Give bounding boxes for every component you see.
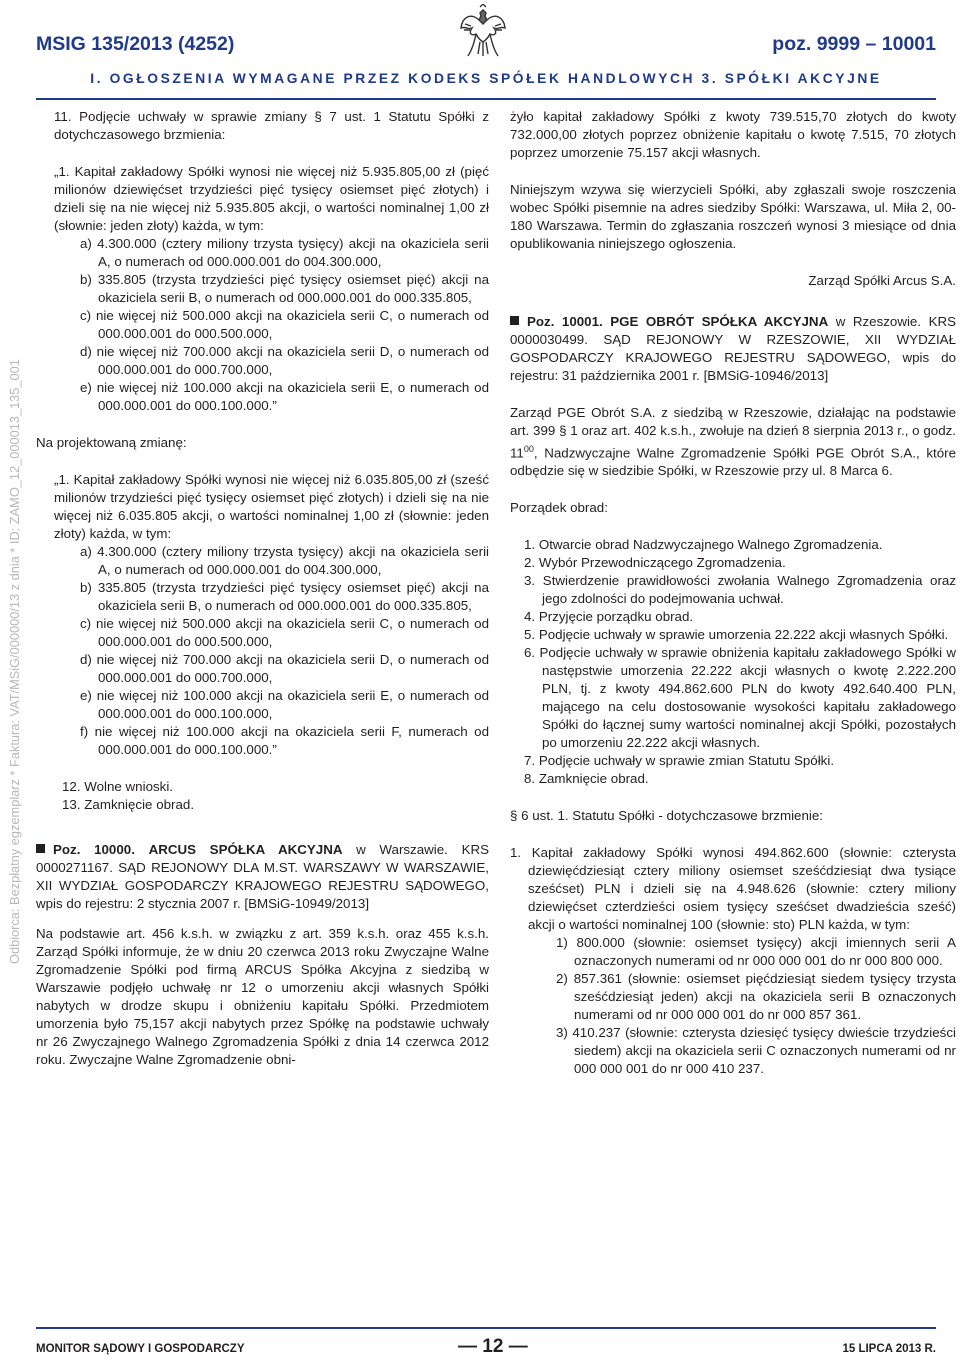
agenda-item: 2. Wybór Przewodniczącego Zgromadzenia.: [524, 555, 786, 571]
agenda-item: 8. Zamknięcie obrad.: [524, 771, 649, 787]
meeting-convocation: Zarząd PGE Obrót S.A. z siedzibą w Rzeszowie, działając na podstawie art. 399 § 1 oraz art. 402 k.s.h., zwołuje na dzień 8 sierpnia 2013 r., o godz. $11^{00}$, Nadzwyczajne Walne Zgromadzenie Spółki PGE Obrót S.A., które odbędzie się w siedzibie Spółki, w Rzeszowie przy ul. 8 Marca 6.: [510, 405, 956, 479]
notice-heading-10000: Poz. 10000. ARCUS SPÓŁKA AKCYJNA w Warszawie. KRS 0000271167. SĄD REJONOWY DLA M.ST. WARSZAWY W WARSZAWIE, XII WYDZIAŁ GOSPODARCZY KRAJOWEGO REJESTRU SĄDOWEGO, wpis do rejestru: 2 stycznia 2007 r. [BMSiG-10949/2013]: [36, 842, 489, 911]
agenda-item-11: 11. Podjęcie uchwały w sprawie zmiany § 7 ust. 1 Statutu Spółki z dotychczasowego brzmienia:: [54, 109, 489, 142]
statute-share-list: [510, 934, 956, 1078]
agenda-item-13: 13. Zamknięcie obrad.: [62, 797, 195, 812]
square-bullet-icon: [36, 844, 45, 853]
list-item: e) nie więcej niż 100.000 akcji na okaziciela serii E, o numerach od 000.000.001 do 000.100.000.”: [80, 380, 489, 413]
position-range: poz. 9999 – 10001: [772, 33, 936, 55]
list-item: c) nie więcej niż 500.000 akcji na okaziciela serii C, o numerach od 000.000.001 do 000.500.000,: [80, 616, 489, 649]
agenda-title: Porządek obrad:: [510, 500, 608, 516]
agenda-item: 3. Stwierdzenie prawidłowości zwołania Walnego Zgromadzenia oraz jego zdolności do podejmowania uchwał.: [524, 573, 956, 607]
notice-body-10000: Na podstawie art. 456 k.s.h. w związku z art. 359 k.s.h. oraz 455 k.s.h. Zarząd Spółki informuje, że w dniu 20 czerwca 2013 roku Zwyczajne Walne Zgromadzenie Spółki pod firmą ARCUS Spółka Akcyjna z siedzibą w Warszawie podjęło uchwałę nr 12 o umorzeniu akcji własnych Spółki nabytych w drodze skupu i obniżeniu kapitału Spółki. Przedmiotem umorzenia było 75,157 akcji nabytych przez Spółkę na podstawie uchwały nr 26 Zwyczajnego Walnego Zgromadzenia Spółki z dnia 14 czerwca 2012 roku. Zwyczajne Walne Zgromadzenie obni-: [36, 926, 489, 1067]
new-capital-list: [36, 543, 489, 759]
polish-eagle-emblem-icon: [458, 4, 508, 60]
list-item: 2) 857.361 (słownie: osiemset pięćdziesiąt siedem tysięcy trzysta sześćdziesiąt jeden) akcji na okaziciela serii B oznaczonych numerami od nr 000 000 001 do nr 000 857 361.: [556, 971, 956, 1023]
creditors-call: Niniejszym wzywa się wierzycieli Spółki, aby zgłaszali swoje roszczenia wobec Spółki pisemnie na adres siedziby Spółki: Warszawa, ul. Miła 2, 00-180 Warszawa. Termin do zgłaszania roszczeń wynosi 3 miesiące od dnia opublikowania niniejszego ogłoszenia.: [510, 182, 956, 251]
agenda-list: [510, 536, 956, 788]
section-subtitle: I. OGŁOSZENIA WYMAGANE PRZEZ KODEKS SPÓŁEK HANDLOWYCH 3. SPÓŁKI AKCYJNE: [90, 71, 882, 86]
statute-paragraph: 1. Kapitał zakładowy Spółki wynosi 494.862.600 (słownie: czterysta dziewięćdziesiąt cztery miliony osiemset sześćdziesiąt dwa tysiące sześćset) PLN i dzieli się na 4.948.626 (słownie: cztery miliony dziewięćset czterdzieści osiem tysięcy sześćset dwadzieścia sześć) akcji o wartości nominalnej 100 (słownie: sto) PLN każda, w tym:: [510, 845, 956, 933]
right-column: [510, 108, 956, 1078]
list-item: b) 335.805 (trzysta trzydzieści pięć tysięcy osiemset pięć) akcji na okaziciela serii B, o numerach od 000.000.001 do 000.335.805,: [80, 272, 489, 305]
old-capital-list: [36, 235, 489, 415]
list-item: a) 4.300.000 (cztery miliony trzysta tysięcy) akcji na okaziciela serii A, o numerach od 000.000.001 do 004.300.000,: [80, 544, 489, 577]
page-number: — 12 —: [458, 1336, 528, 1357]
list-item: a) 4.300.000 (cztery miliony trzysta tysięcy) akcji na okaziciela serii A, o numerach od 000.000.001 do 004.300.000,: [80, 236, 489, 269]
list-item: b) 335.805 (trzysta trzydzieści pięć tysięcy osiemset pięć) akcji na okaziciela serii B, o numerach od 000.000.001 do 000.335.805,: [80, 580, 489, 613]
list-item: f) nie więcej niż 100.000 akcji na okaziciela serii F, numerach od 000.000.001 do 000.100.000.”: [80, 724, 489, 757]
list-item: c) nie więcej niż 500.000 akcji na okaziciela serii C, o numerach od 000.000.001 do 000.500.000,: [80, 308, 489, 341]
header-rule: [36, 98, 936, 100]
list-item: 1) 800.000 (słownie: osiemset tysięcy) akcji imiennych serii A oznaczonych numerami od nr 000 000 001 do nr 000 800 000.: [556, 935, 956, 969]
list-item: d) nie więcej niż 700.000 akcji na okaziciela serii D, o numerach od 000.000.001 do 000.700.000,: [80, 652, 489, 685]
list-item: 3) 410.237 (słownie: czterysta dziesięć tysięcy dwieście trzydzieści siedem) akcji na okaziciela serii C oznaczonych numerami od nr 000 000 001 do nr 000 410 237.: [556, 1025, 956, 1077]
footer-journal-name: MONITOR SĄDOWY I GOSPODARCZY: [36, 1343, 245, 1355]
agenda-item: 5. Podjęcie uchwały w sprawie umorzenia 22.222 akcji własnych Spółki.: [524, 627, 949, 643]
agenda-item: 4. Przyjęcie porządku obrad.: [524, 609, 694, 625]
new-capital-intro: „1. Kapitał zakładowy Spółki wynosi nie więcej niż 6.035.805,00 zł (sześć milionów trzydzieści pięć tysięcy osiemset pięć złotych) i dzieli się na nie więcej niż 6.035.805 akcji, o wartości nominalnej 1,00 zł (słownie: jeden złoty) każda, w tym:: [54, 472, 489, 541]
side-watermark-text: Odbiorca: Bezpłatny egzemplarz * Faktura: VAT/MSiG/000000/13 z dnia * ID: ZAMO_12_000013_135_001: [7, 359, 22, 964]
old-capital-intro: „1. Kapitał zakładowy Spółki wynosi nie więcej niż 5.935.805,00 zł (pięć milionów dziewięćset trzydzieści pięć tysięcy osiemset pięć złotych) i dzieli się na nie więcej niż 5.935.805 akcji, o wartości nominalnej 1,00 zł (słownie: jeden złoty) każda, w tym:: [54, 164, 489, 233]
list-item: d) nie więcej niż 700.000 akcji na okaziciela serii D, o numerach od 000.000.001 do 000.700.000,: [80, 344, 489, 377]
agenda-item: 6. Podjęcie uchwały w sprawie obniżenia kapitału zakładowego Spółki w następstwie umorzenia 22.222 akcji własnych o kwotę 2.222.200 PLN, tj. z kwoty 494.862.600 PLN do kwoty 492.640.400 PLN, mającego na celu dostosowanie wysokości kapitału zakładowego Spółki do łącznej sumy wartości nominalnej akcji Spółki, pozostałych po umorzeniu 22.222 akcji własnych.: [524, 645, 956, 751]
proposed-change-label: Na projektowaną zmianę:: [36, 435, 187, 450]
footer-date: 15 LIPCA 2013 R.: [842, 1343, 936, 1355]
left-column: [36, 108, 489, 1088]
square-bullet-icon: [510, 316, 519, 325]
statute-title: § 6 ust. 1. Statutu Spółki - dotychczasowe brzmienie:: [510, 808, 823, 824]
footer-rule: [36, 1327, 936, 1329]
capital-reduction-continuation: żyło kapitał zakładowy Spółki z kwoty 739.515,70 złotych do kwoty 732.000,00 złotych poprzez obniżenie kapitału o kwotę 7.515, 70 złotych poprzez umorzenie 75.157 akcji własnych.: [510, 109, 956, 160]
list-item: e) nie więcej niż 100.000 akcji na okaziciela serii E, o numerach od 000.000.001 do 000.100.000,: [80, 688, 489, 721]
notice-heading-10001: Poz. 10001. PGE OBRÓT SPÓŁKA AKCYJNA w Rzeszowie. KRS 0000030499. SĄD REJONOWY W RZESZOWIE, XII WYDZIAŁ GOSPODARCZY KRAJOWEGO REJESTRU SĄDOWEGO, wpis do rejestru: 31 października 2001 r. [BMSiG-10946/2013]: [510, 314, 957, 383]
journal-issue: MSIG 135/2013 (4252): [36, 33, 235, 55]
signature: Zarząd Spółki Arcus S.A.: [808, 273, 956, 288]
agenda-item: 7. Podjęcie uchwały w sprawie zmian Statutu Spółki.: [524, 753, 835, 769]
agenda-item-12: 12. Wolne wnioski.: [62, 779, 174, 794]
agenda-item: 1. Otwarcie obrad Nadzwyczajnego Walnego Zgromadzenia.: [524, 537, 883, 553]
